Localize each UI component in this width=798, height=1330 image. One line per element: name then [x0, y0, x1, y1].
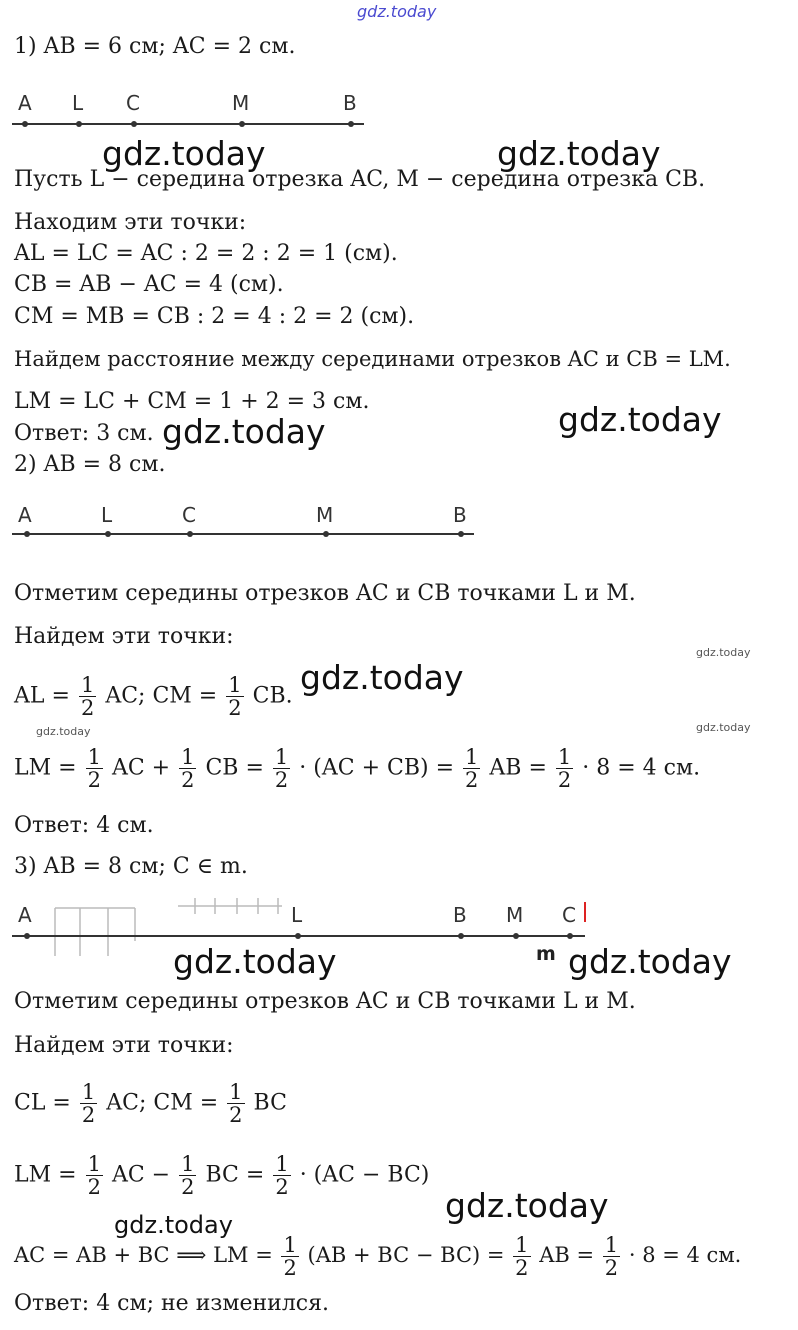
- watermark: gdz.today: [558, 400, 722, 439]
- point-m: [239, 121, 245, 127]
- part1-answer: Ответ: 3 см.: [14, 421, 154, 446]
- part2-diagram: [0, 498, 490, 548]
- watermark: gdz.today: [102, 134, 266, 173]
- part2-line2: Найдем эти точки:: [14, 624, 234, 649]
- label-l: L: [72, 91, 84, 115]
- label-c: C: [562, 903, 576, 927]
- small-watermark: gdz.today: [36, 725, 91, 738]
- part1-line4: CB = AB − AC = 4 (см).: [14, 272, 284, 297]
- label-c: C: [126, 91, 140, 115]
- watermark: gdz.today: [162, 412, 326, 451]
- watermark: gdz.today: [300, 658, 464, 697]
- part1-line1: Пусть L − середина отрезка AC, M − середина отрезка CB.: [14, 167, 706, 192]
- part2-eq1: AL = $\frac{1}{2}$ AC; CM = $\frac{1}{2}$ CB.: [14, 673, 293, 720]
- point-c: [131, 121, 137, 127]
- label-b: B: [343, 91, 357, 115]
- label-l: L: [291, 903, 303, 927]
- part3-line1: Отметим середины отрезков AC и CB точками L и M.: [14, 989, 636, 1014]
- point-a: [22, 121, 28, 127]
- watermark: gdz.today: [445, 1186, 609, 1225]
- part3-answer: Ответ: 4 см; не изменился.: [14, 1291, 329, 1316]
- part1-line5: CM = MB = CB : 2 = 4 : 2 = 2 (см).: [14, 304, 415, 329]
- label-a: A: [18, 503, 32, 527]
- label-m: M: [506, 903, 524, 927]
- point-m: [513, 933, 519, 939]
- label-a: A: [18, 91, 32, 115]
- part2-eq2: LM = $\frac{1}{2}$ AC + $\frac{1}{2}$ CB = $\frac{1}{2}$ · (AC + CB) = $\frac{1}{2}$ AB = $\frac{1}{2}$ · 8 = 4 см.: [14, 745, 701, 792]
- small-watermark: gdz.today: [696, 646, 751, 659]
- point-m: [323, 531, 329, 537]
- watermark: gdz.today: [568, 942, 732, 981]
- line-label-m: m: [536, 943, 556, 965]
- point-b: [458, 933, 464, 939]
- part1-line2: Находим эти точки:: [14, 210, 247, 235]
- point-l: [295, 933, 301, 939]
- watermark: gdz.today: [497, 134, 661, 173]
- part2-heading: 2) AB = 8 см.: [14, 452, 166, 477]
- top-watermark: gdz.today: [357, 2, 437, 21]
- watermark: gdz.today: [114, 1211, 233, 1239]
- label-c: C: [182, 503, 196, 527]
- part1-line6: Найдем расстояние между серединами отрезков AC и CB = LM.: [14, 347, 731, 371]
- part1-diagram: [0, 88, 380, 138]
- label-b: B: [453, 903, 467, 927]
- point-l: [105, 531, 111, 537]
- point-b: [348, 121, 354, 127]
- part1-line7: LM = LC + CM = 1 + 2 = 3 см.: [14, 389, 370, 414]
- part2-answer: Ответ: 4 см.: [14, 813, 154, 838]
- part3-line2: Найдем эти точки:: [14, 1033, 234, 1058]
- label-m: M: [232, 91, 250, 115]
- part2-line1: Отметим середины отрезков AC и CB точками L и M.: [14, 581, 636, 606]
- point-c: [187, 531, 193, 537]
- watermark: gdz.today: [173, 942, 337, 981]
- label-a: A: [18, 903, 32, 927]
- label-b: B: [453, 503, 467, 527]
- part1-heading: 1) AB = 6 см; AC = 2 см.: [14, 34, 296, 59]
- point-b: [458, 531, 464, 537]
- point-c: [567, 933, 573, 939]
- small-watermark: gdz.today: [696, 721, 751, 734]
- point-a: [24, 531, 30, 537]
- part3-heading: 3) AB = 8 см; C ∈ m.: [14, 854, 248, 879]
- part3-eq3: AC = AB + BC ⟹ LM = $\frac{1}{2}$ (AB + BC − BC) = $\frac{1}{2}$ AB = $\frac{1}{2}$ · 8 = 4 см.: [14, 1233, 742, 1280]
- part1-line3: AL = LC = AC : 2 = 2 : 2 = 1 (см).: [14, 241, 398, 266]
- point-l: [76, 121, 82, 127]
- label-l: L: [101, 503, 113, 527]
- part3-eq1: CL = $\frac{1}{2}$ AC; CM = $\frac{1}{2}$ BC: [14, 1080, 287, 1127]
- point-a: [24, 933, 30, 939]
- part3-eq2: LM = $\frac{1}{2}$ AC − $\frac{1}{2}$ BC = $\frac{1}{2}$ · (AC − BC): [14, 1152, 430, 1199]
- label-m: M: [316, 503, 334, 527]
